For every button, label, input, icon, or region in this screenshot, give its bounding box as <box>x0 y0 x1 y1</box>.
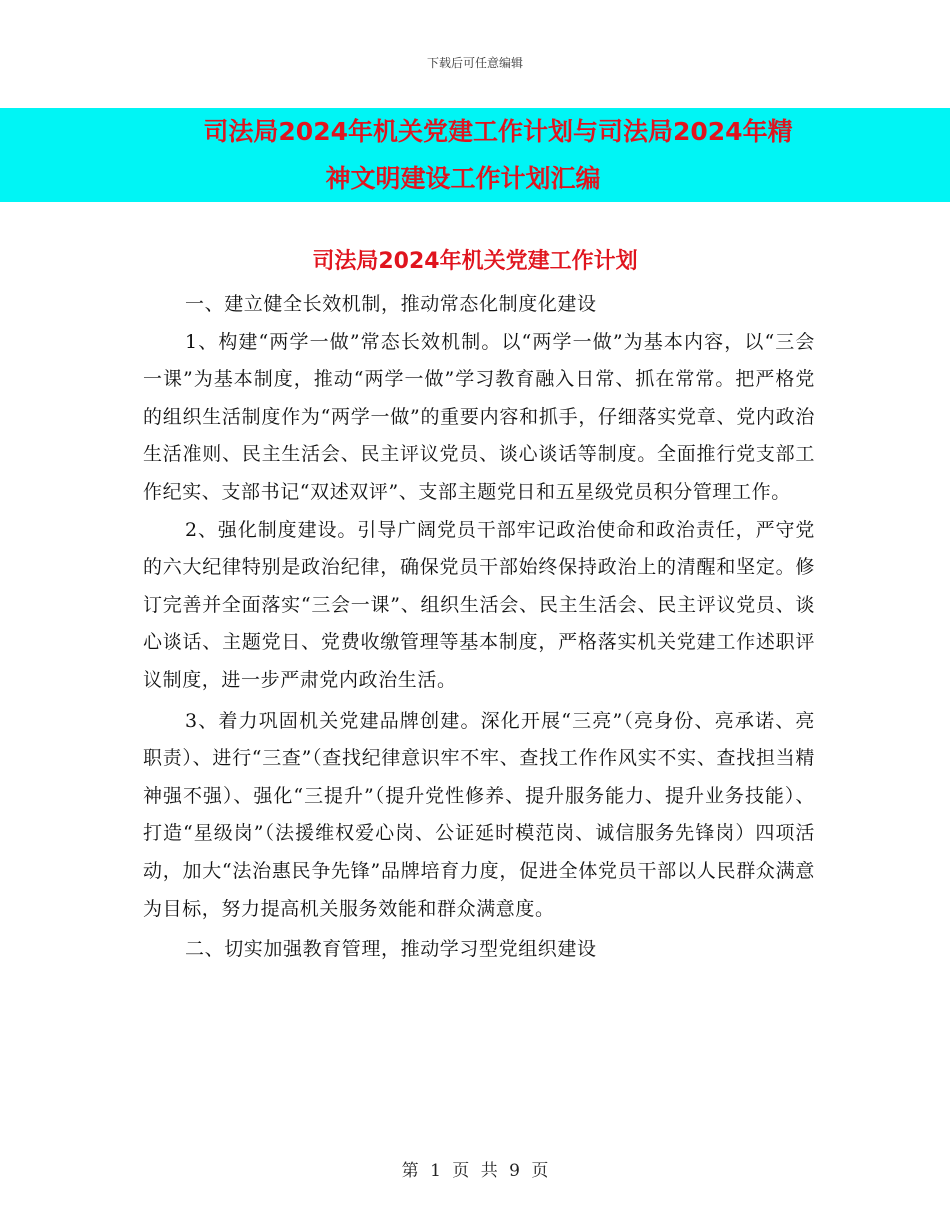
paragraph-item-1: 1、构建“两学一做”常态长效机制。以“两学一做”为基本内容，以“三会一课”为基本制度，推动“两学一做”学习教育融入日常、抓在常常。把严格党的组织生活制度作为“两学一做”的重要内容和抓手，仔细落实党章、党内政治生活准则、民主生活会、民主评议党员、谈心谈话等制度。全面推行党支部工作纪实、支部书记“双述双评”、支部主题党日和五星级党员积分管理工作。 <box>143 330 815 503</box>
paragraph-item-3: 3、着力巩固机关党建品牌创建。深化开展“三亮”（亮身份、亮承诺、亮职责）、进行“三查”（查找纪律意识牢不牢、查找工作作风实不实、查找担当精神强不强）、强化“三提升”（提升党性修养、提升服务能力、提升业务技能）、打造“星级岗”（法援维权爱心岗、公证延时模范岗、诚信服务先锋岗）四项活动，加大“法治惠民争先锋”品牌培育力度，促进全体党员干部以人民群众满意为目标，努力提高机关服务效能和群众满意度。 <box>143 709 815 920</box>
document-title-line2: 神文明建设工作计划汇编 <box>325 164 601 193</box>
heading-one: 一、建立健全长效机制，推动常态化制度化建设 <box>185 293 597 315</box>
paragraph-item-2: 2、强化制度建设。引导广阔党员干部牢记政治使命和政治责任，严守党的六大纪律特别是政治纪律，确保党员干部始终保持政治上的清醒和坚定。修订完善并全面落实“三会一课”、组织生活会、民主生活会、民主评议党员、谈心谈话、主题党日、党费收缴管理等基本制度，严格落实机关党建工作述职评议制度，进一步严肃党内政治生活。 <box>143 518 815 691</box>
section-title: 司法局2024年机关党建工作计划 <box>312 249 638 274</box>
document-title <box>0 108 950 202</box>
document-title-line1: 司法局2024年机关党建工作计划与司法局2024年精 <box>203 117 793 146</box>
heading-two: 二、切实加强教育管理，推动学习型党组织建设 <box>185 938 597 961</box>
body-text <box>143 286 815 969</box>
header-note: 下载后可任意编辑 <box>426 56 523 70</box>
page-footer: 第 1 页 共 9 页 <box>401 1161 549 1181</box>
